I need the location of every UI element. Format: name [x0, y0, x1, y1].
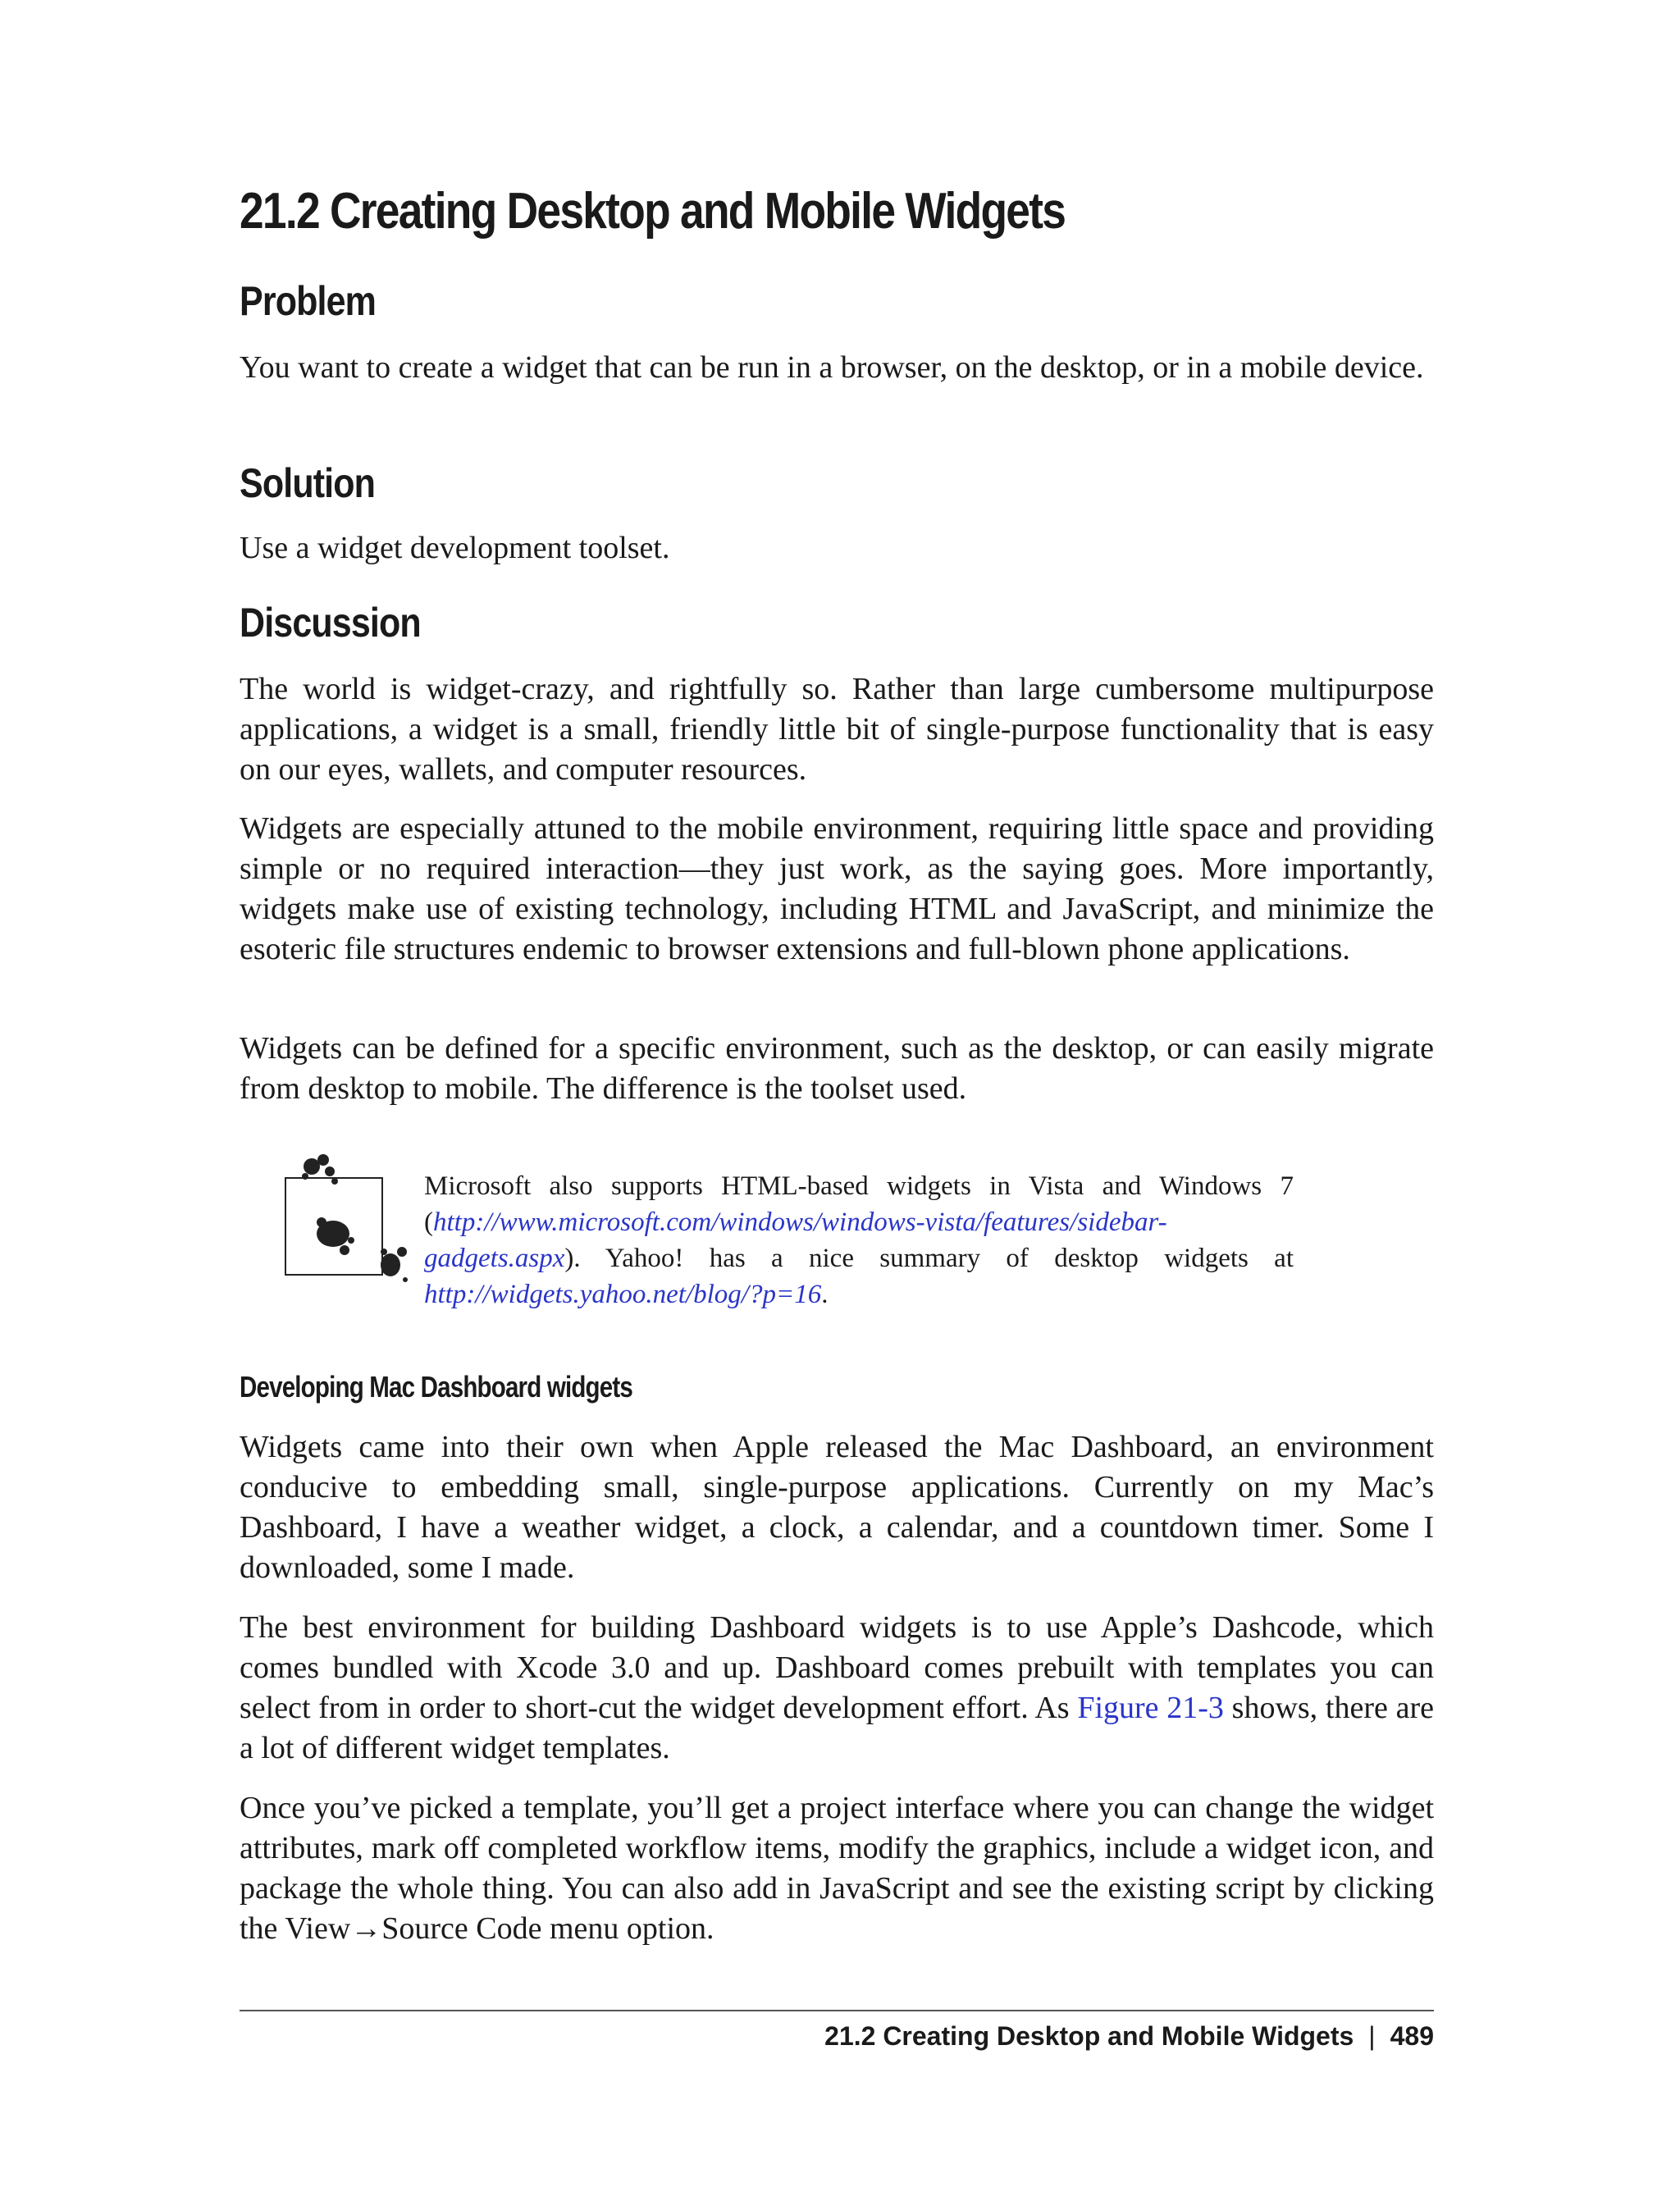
mac-paragraph-1: Widgets came into their own when Apple released the Mac Dashboard, an environment conducive to embedding small, single-purpose applications. Currently on my Mac’s Dashboard, I have a weather widget, a clock, a calendar, and a countdown timer. Some I downloaded, some I made. — [240, 1430, 1434, 1585]
mac-dashboard-heading: Developing Mac Dashboard widgets — [240, 1370, 632, 1404]
solution-heading: Solution — [240, 460, 376, 506]
page-number: 489 — [1390, 2021, 1434, 2051]
problem-text: You want to create a widget that can be run in a browser, on the desktop, or in a mobile device. — [240, 350, 1424, 385]
solution-text: Use a widget development toolset. — [240, 531, 670, 565]
tip-icon — [282, 1148, 413, 1288]
discussion-paragraph-2: Widgets are especially attuned to the mobile environment, requiring little space and providing simple or no required interaction—they just work, as the saying goes. More importantly, widgets make use of existing technology, including HTML and JavaScript, and minimize the esoteric file structures endemic to browser extensions and full-blown phone applications. — [240, 811, 1434, 966]
page-footer — [824, 2021, 1434, 2052]
mac-paragraph-3: Once you’ve picked a template, you’ll get a project interface where you can change the widget attributes, mark off completed workflow items, modify the graphics, include a widget icon, and package the whole thing. You can also add in JavaScript and see the existing script by clicking the View→Source Code menu option. — [240, 1791, 1434, 1946]
figure-21-3-link[interactable]: Figure 21-3 — [1077, 1691, 1224, 1725]
mac-paragraph-2: The best environment for building Dashboard widgets is to use Apple’s Dashcode, which comes bundled with Xcode 3.0 and up. Dashboard comes prebuilt with templates you can select from in order to short-cut the widget development effort. As Figure 21-3 shows, there are a lot of different widget templates. — [240, 1610, 1434, 1765]
microsoft-sidebar-link[interactable]: http://www.microsoft.com/windows/windows-vista/features/sidebar-gadgets.aspx — [424, 1208, 1167, 1273]
footer-title: 21.2 Creating Desktop and Mobile Widgets — [824, 2021, 1354, 2051]
footer-rule — [240, 2010, 1434, 2011]
footer-separator: | — [1368, 2021, 1376, 2051]
problem-heading: Problem — [240, 278, 377, 324]
discussion-paragraph-1: The world is widget-crazy, and rightfully so. Rather than large cumbersome multipurpose applications, a widget is a small, friendly little bit of single-purpose functionality that is easy on our eyes, wallets, and computer resources. — [240, 672, 1434, 787]
tip-note: Microsoft also supports HTML-based widgets in Vista and Windows 7 (http://www.microsoft.com/windows/windows-vista/features/sidebar-gadgets.aspx). Yahoo! has a nice summary of desktop widgets at http://widgets.yahoo.net/blog/?p=16. — [424, 1171, 1294, 1309]
section-title: 21.2 Creating Desktop and Mobile Widgets — [240, 183, 1066, 240]
discussion-heading: Discussion — [240, 600, 421, 646]
yahoo-widgets-link[interactable]: http://widgets.yahoo.net/blog/?p=16 — [424, 1280, 822, 1309]
discussion-paragraph-3: Widgets can be defined for a specific environment, such as the desktop, or can easily migrate from desktop to mobile. The difference is the toolset used. — [240, 1031, 1434, 1106]
